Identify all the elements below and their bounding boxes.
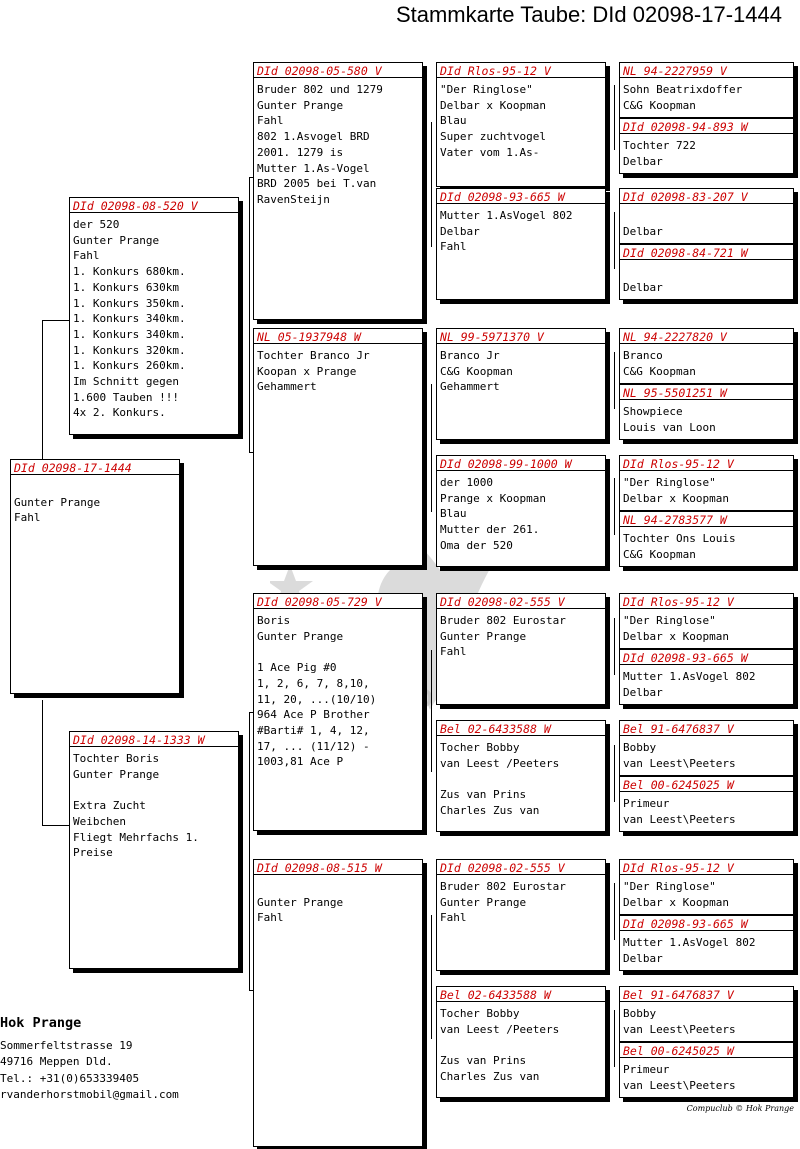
pigeon-info-line: Tochter Ons Louis bbox=[623, 532, 736, 545]
ring-number: Bel 02-6433588 W bbox=[437, 721, 605, 736]
pigeon-info-line: Bobby bbox=[623, 1007, 657, 1020]
pigeon-info-line: Koopan x Prange bbox=[257, 364, 357, 378]
pigeon-info-line: van Leest\Peeters bbox=[623, 1078, 736, 1092]
pigeon-card bbox=[69, 731, 239, 969]
ring-number: DId 02098-02-555 V bbox=[437, 594, 605, 609]
pigeon-info-line: Tocher Bobby bbox=[440, 1007, 520, 1020]
pigeon-info-line: C&G Koopman bbox=[623, 547, 696, 561]
breeder-phone: Tel.: +31(0)653339405 bbox=[0, 1071, 140, 1085]
pigeon-info-line: Primeur bbox=[623, 797, 670, 810]
pigeon-info-line: 1, 2, 6, 7, 8,10, bbox=[257, 676, 370, 690]
pigeon-info-line: 1. Konkurs 340km. bbox=[73, 327, 186, 341]
pigeon-info-line: 2001. 1279 is bbox=[257, 145, 344, 159]
ring-number: DId Rlos-95-12 V bbox=[620, 860, 793, 875]
pigeon-card bbox=[619, 915, 794, 971]
pigeon-card bbox=[619, 1042, 794, 1098]
connector-line bbox=[42, 320, 43, 460]
ring-number: DId 02098-08-515 W bbox=[254, 860, 422, 875]
connector-line bbox=[614, 883, 615, 940]
connector-line bbox=[42, 825, 70, 826]
pigeon-info-line: #Barti# 1, 4, 12, bbox=[257, 723, 370, 737]
pigeon-info-line: Fahl bbox=[73, 249, 100, 263]
pigeon-info-line: van Leest\Peeters bbox=[623, 812, 736, 826]
pigeon-info-line: Delbar bbox=[623, 280, 663, 294]
pigeon-info-line: Mutter 1.AsVogel 802 bbox=[623, 936, 756, 949]
pigeon-info-line: Gunter Prange bbox=[14, 495, 101, 509]
ring-number: DId 02098-99-1000 W bbox=[437, 456, 605, 471]
pigeon-card bbox=[619, 328, 794, 384]
pigeon-info-line: van Leest\Peeters bbox=[623, 1022, 736, 1036]
pigeon-card bbox=[619, 511, 794, 567]
pigeon-info-line: Mutter 1.AsVogel 802 bbox=[440, 209, 573, 222]
breeder-email: rvanderhorstmobil@gmail.com bbox=[0, 1088, 179, 1101]
pigeon-info-line: Delbar x Koopman bbox=[623, 895, 729, 909]
pigeon-info-line: Mutter der 261. bbox=[440, 523, 540, 537]
ring-number: NL 99-5971370 V bbox=[437, 329, 605, 344]
pigeon-card bbox=[253, 593, 423, 831]
ring-number: Bel 00-6245025 W bbox=[620, 777, 793, 792]
pigeon-info-line: Charles Zus van bbox=[440, 803, 540, 817]
pigeon-card bbox=[619, 455, 794, 511]
pigeon-info-line bbox=[14, 479, 176, 495]
ring-number: NL 95-5501251 W bbox=[620, 385, 793, 400]
connector-line bbox=[614, 1010, 615, 1067]
pigeon-info-line: Blau bbox=[440, 114, 467, 128]
pigeon-info-line: Fahl bbox=[440, 240, 467, 254]
pigeon-info-line: Tochter 722 bbox=[623, 139, 696, 152]
pigeon-info-line bbox=[257, 879, 419, 895]
pigeon-info-line bbox=[440, 1037, 602, 1053]
pigeon-card bbox=[10, 459, 180, 694]
pigeon-card bbox=[619, 62, 794, 118]
page-title: Stammkarte Taube: DId 02098-17-1444 bbox=[395, 2, 782, 27]
pigeon-info-line: "Der Ringlose" bbox=[623, 476, 716, 489]
ring-number: NL 94-2227820 V bbox=[620, 329, 793, 344]
ring-number: DId 02098-93-665 W bbox=[620, 650, 793, 665]
pigeon-info-line: Delbar bbox=[623, 154, 663, 168]
pigeon-info-line: van Leest /Peeters bbox=[440, 1022, 560, 1036]
pigeon-info-line: Bruder 802 und 1279 bbox=[257, 83, 383, 96]
pigeon-info-line: Prange x Koopman bbox=[440, 491, 546, 505]
ring-number: DId 02098-17-1444 bbox=[11, 460, 179, 475]
connector-line bbox=[431, 122, 432, 247]
pigeon-info-line: Super zuchtvogel bbox=[440, 130, 546, 144]
connector-line bbox=[249, 712, 250, 990]
pigeon-info-line: Branco bbox=[623, 349, 663, 362]
pigeon-info-line: "Der Ringlose" bbox=[440, 83, 533, 96]
pigeon-info-line: Preise bbox=[73, 846, 113, 860]
pigeon-info-line: Oma der 520 bbox=[440, 538, 513, 552]
pigeon-info-line: C&G Koopman bbox=[623, 364, 696, 378]
pigeon-info-line: Fliegt Mehrfachs 1. bbox=[73, 830, 199, 844]
pigeon-info-line: Delbar bbox=[623, 224, 663, 238]
ring-number: DId 02098-02-555 V bbox=[437, 860, 605, 875]
pigeon-info-line bbox=[73, 782, 235, 798]
pigeon-card bbox=[436, 188, 606, 300]
pigeon-info-line: van Leest\Peeters bbox=[623, 756, 736, 770]
pigeon-info-line: Louis van Loon bbox=[623, 420, 716, 434]
pigeon-card bbox=[619, 986, 794, 1042]
pigeon-info-line bbox=[623, 264, 790, 280]
pigeon-info-line: Gunter Prange bbox=[73, 233, 160, 247]
pigeon-info-line: Gunter Prange bbox=[257, 895, 344, 909]
pigeon-card bbox=[619, 118, 794, 174]
pigeon-card bbox=[619, 593, 794, 649]
ring-number: DId 02098-84-721 W bbox=[620, 245, 793, 260]
pigeon-info-line: Tochter Boris bbox=[73, 752, 160, 765]
pigeon-info-line: 1. Konkurs 340km. bbox=[73, 312, 186, 326]
ring-number: DId 02098-93-665 W bbox=[437, 189, 605, 204]
ring-number: NL 94-2783577 W bbox=[620, 512, 793, 527]
connector-line bbox=[614, 478, 615, 535]
pigeon-info-line: 11, 20, ...(10/10) bbox=[257, 692, 377, 706]
pigeon-card bbox=[253, 62, 423, 320]
ring-number: DId 02098-93-665 W bbox=[620, 916, 793, 931]
pigeon-info-line: Delbar x Koopman bbox=[440, 98, 546, 112]
breeder-street: Sommerfeltstrasse 19 bbox=[0, 1038, 133, 1052]
connector-line bbox=[431, 650, 432, 772]
pigeon-info-line: Bruder 802 Eurostar bbox=[440, 614, 566, 627]
pigeon-card bbox=[253, 859, 423, 1147]
connector-line bbox=[431, 915, 432, 1039]
connector-line bbox=[431, 384, 432, 512]
pigeon-info-line: Fahl bbox=[14, 511, 41, 525]
connector-line bbox=[249, 177, 250, 452]
pigeon-info-line: 1003,81 Ace P bbox=[257, 755, 344, 769]
ring-number: Bel 00-6245025 W bbox=[620, 1043, 793, 1058]
pigeon-info-line: 1.600 Tauben !!! bbox=[73, 390, 179, 404]
pigeon-info-line: Fahl bbox=[440, 645, 467, 659]
pigeon-card bbox=[619, 649, 794, 705]
pigeon-info-line: der 520 bbox=[73, 218, 120, 231]
pigeon-card bbox=[436, 859, 606, 971]
pigeon-info-line: 802 1.Asvogel BRD bbox=[257, 130, 370, 144]
ring-number: DId 02098-05-729 V bbox=[254, 594, 422, 609]
pigeon-info-line: Delbar x Koopman bbox=[623, 629, 729, 643]
pigeon-info-line: Extra Zucht bbox=[73, 799, 146, 813]
ring-number: DId 02098-08-520 V bbox=[70, 198, 238, 213]
pigeon-info-line: Tochter Branco Jr bbox=[257, 349, 370, 362]
pigeon-info-line: Gunter Prange bbox=[257, 98, 344, 112]
pigeon-info-line: 17, ... (11/12) - bbox=[257, 739, 370, 753]
pigeon-info-line: Fahl bbox=[257, 911, 284, 925]
pigeon-info-line: Delbar bbox=[440, 224, 480, 238]
pigeon-info-line: C&G Koopman bbox=[623, 98, 696, 112]
pigeon-info-line: 1. Konkurs 630km bbox=[73, 280, 179, 294]
ring-number: DId Rlos-95-12 V bbox=[620, 456, 793, 471]
pigeon-info-line: 1. Konkurs 680km. bbox=[73, 265, 186, 279]
ring-number: Bel 02-6433588 W bbox=[437, 987, 605, 1002]
pigeon-info-line: Delbar bbox=[623, 685, 663, 699]
ring-number: NL 05-1937948 W bbox=[254, 329, 422, 344]
pigeon-info-line: RavenSteijn bbox=[257, 192, 330, 206]
pigeon-info-line: C&G Koopman bbox=[440, 364, 513, 378]
pigeon-card bbox=[619, 776, 794, 832]
pigeon-info-line: Gehammert bbox=[440, 380, 500, 394]
pigeon-info-line: 1. Konkurs 260km. bbox=[73, 359, 186, 373]
connector-line bbox=[614, 352, 615, 409]
pigeon-info-line: Gunter Prange bbox=[73, 767, 160, 781]
ring-number: DId Rlos-95-12 V bbox=[620, 594, 793, 609]
footer-credit: Compuclub © Hok Prange bbox=[686, 1104, 794, 1113]
connector-line bbox=[614, 212, 615, 269]
pigeon-info-line: Showpiece bbox=[623, 405, 683, 418]
pigeon-info-line bbox=[257, 644, 419, 660]
pigeon-info-line: Blau bbox=[440, 507, 467, 521]
pigeon-card bbox=[69, 197, 239, 435]
ring-number: DId Rlos-95-12 V bbox=[437, 63, 605, 78]
pigeon-info-line: 1. Konkurs 350km. bbox=[73, 296, 186, 310]
pigeon-card bbox=[253, 328, 423, 566]
connector-line bbox=[614, 85, 615, 150]
connector-line bbox=[614, 745, 615, 802]
pigeon-info-line: BRD 2005 bei T.van bbox=[257, 177, 377, 191]
pigeon-card bbox=[619, 859, 794, 915]
pigeon-info-line: Fahl bbox=[257, 114, 284, 128]
connector-line bbox=[614, 618, 615, 675]
pigeon-card bbox=[436, 455, 606, 567]
pigeon-info-line: Delbar bbox=[623, 951, 663, 965]
pigeon-info-line: Mutter 1.AsVogel 802 bbox=[623, 670, 756, 683]
ring-number: NL 94-2227959 V bbox=[620, 63, 793, 78]
pigeon-info-line: Zus van Prins bbox=[440, 1054, 527, 1068]
connector-line bbox=[42, 700, 43, 825]
pigeon-info-line: Vater vom 1.As- bbox=[440, 145, 540, 159]
pigeon-card bbox=[436, 720, 606, 832]
pigeon-card bbox=[436, 62, 606, 187]
pigeon-info-line: "Der Ringlose" bbox=[623, 614, 716, 627]
pigeon-info-line: Delbar x Koopman bbox=[623, 491, 729, 505]
pigeon-info-line: Im Schnitt gegen bbox=[73, 375, 179, 389]
pigeon-info-line bbox=[623, 208, 790, 224]
pigeon-card bbox=[619, 384, 794, 440]
pigeon-info-line: Gunter Prange bbox=[257, 629, 344, 643]
pigeon-card bbox=[619, 720, 794, 776]
pigeon-info-line: Branco Jr bbox=[440, 349, 500, 362]
pigeon-info-line: Tocher Bobby bbox=[440, 741, 520, 754]
pigeon-info-line: Primeur bbox=[623, 1063, 670, 1076]
pigeon-info-line: Boris bbox=[257, 614, 291, 627]
ring-number: DId 02098-94-893 W bbox=[620, 119, 793, 134]
ring-number: Bel 91-6476837 V bbox=[620, 987, 793, 1002]
pigeon-info-line: Charles Zus van bbox=[440, 1069, 540, 1083]
pigeon-info-line: "Der Ringlose" bbox=[623, 880, 716, 893]
pigeon-info-line: Fahl bbox=[440, 911, 467, 925]
pigeon-card bbox=[436, 593, 606, 705]
breeder-name: Hok Prange bbox=[0, 1015, 82, 1031]
ring-number: DId 02098-05-580 V bbox=[254, 63, 422, 78]
breeder-address bbox=[0, 1015, 179, 1104]
pigeon-info-line bbox=[440, 771, 602, 787]
pigeon-info-line: Weibchen bbox=[73, 814, 126, 828]
connector-line bbox=[42, 320, 70, 321]
breeder-city: 49716 Meppen Dld. bbox=[0, 1055, 113, 1068]
pigeon-info-line: 4x 2. Konkurs. bbox=[73, 406, 166, 420]
pigeon-info-line: Zus van Prins bbox=[440, 788, 527, 802]
pigeon-info-line: Mutter 1.As-Vogel bbox=[257, 161, 370, 175]
pigeon-info-line: Gunter Prange bbox=[440, 895, 527, 909]
pigeon-card bbox=[619, 188, 794, 244]
pigeon-info-line: 1 Ace Pig #0 bbox=[257, 661, 337, 675]
pigeon-card bbox=[436, 986, 606, 1098]
pigeon-info-line: der 1000 bbox=[440, 476, 493, 489]
pigeon-info-line: Gunter Prange bbox=[440, 629, 527, 643]
pigeon-card bbox=[436, 328, 606, 440]
pigeon-info-line: Sohn Beatrixdoffer bbox=[623, 83, 743, 96]
ring-number: DId 02098-83-207 V bbox=[620, 189, 793, 204]
pigeon-info-line: van Leest /Peeters bbox=[440, 756, 560, 770]
pigeon-info-line: 964 Ace P Brother bbox=[257, 708, 370, 722]
ring-number: Bel 91-6476837 V bbox=[620, 721, 793, 736]
pigeon-info-line: 1. Konkurs 320km. bbox=[73, 343, 186, 357]
pigeon-info-line: Bruder 802 Eurostar bbox=[440, 880, 566, 893]
pigeon-info-line: Bobby bbox=[623, 741, 657, 754]
ring-number: DId 02098-14-1333 W bbox=[70, 732, 238, 747]
pigeon-card bbox=[619, 244, 794, 300]
pigeon-info-line: Gehammert bbox=[257, 380, 317, 394]
